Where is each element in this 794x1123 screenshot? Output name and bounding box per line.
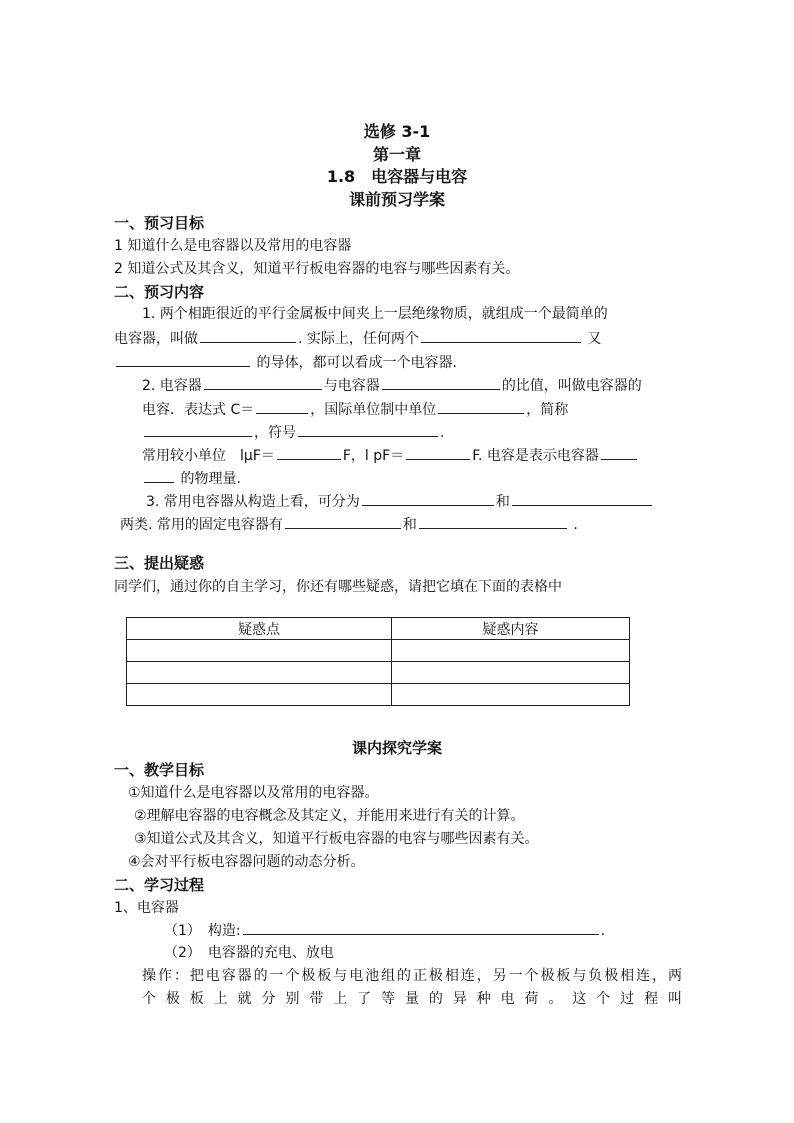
blank-field[interactable] [243,920,599,935]
blank-field[interactable] [256,399,308,414]
table-row [127,684,630,706]
process-heading: 二、学习过程 [114,876,205,894]
blank-field[interactable] [200,328,296,343]
blank-field[interactable] [298,422,438,437]
preview-goal-1: 1 知道什么是电容器以及常用的电容器 [114,238,352,254]
q3-line-1 [146,491,654,512]
blank-field[interactable] [204,375,322,390]
q1-text-b1: 电容器，叫做 [114,331,198,347]
table-cell[interactable] [127,640,392,662]
table-cell[interactable] [392,640,630,662]
q2-text-c1: ，符号 [254,425,296,441]
operation-line-2: 个极板上就分别带上了等量的异种电荷。这个过程叫 [142,991,682,1007]
q2-text-e: 的物理量. [180,471,241,487]
table-cell[interactable] [127,684,392,706]
table-row [127,662,630,684]
worksheet-title: 课前预习学案 [348,190,445,209]
q3-line-2 [120,514,578,535]
q2-text-b3: ，简称 [526,402,569,418]
q2-text-d3: F. 电容是表示电容器 [472,448,599,464]
questions-table [126,617,630,706]
q1-line-2 [114,328,682,349]
blank-field[interactable] [382,375,500,390]
table-cell[interactable] [127,662,392,684]
teaching-goal-1: ①知道什么是电容器以及常用的电容器。 [128,785,379,801]
questions-heading: 三、提出疑惑 [114,554,205,572]
q1-text-a: 1. 两个相距很近的平行金属板中间夹上一层绝缘物质，就组成一个最简单的 [142,306,608,322]
q3-text-b3: . [573,517,578,533]
blank-field[interactable] [406,445,470,460]
table-cell[interactable] [392,684,630,706]
q2-text-c2: . [440,425,445,441]
table-cell[interactable] [392,662,630,684]
structure-line [164,920,605,941]
blank-field[interactable] [421,328,581,343]
q1-text-c: 的导体，都可以看成一个电容器. [256,355,457,371]
table-header-row [127,618,630,640]
q2-text-b1: 电容．表达式 C＝ [142,402,255,418]
q3-text-a2: 和 [495,494,510,510]
q2-line-1 [142,375,642,396]
questions-intro: 同学们，通过你的自主学习，你还有哪些疑惑，请把它填在下面的表格中 [114,579,562,595]
preview-goal-2: 2 知道公式及其含义，知道平行板电容器的电容与哪些因素有关。 [114,261,520,277]
q2-text-a3: 的比值，叫做电容器的 [501,378,642,394]
q1-text-b2: . 实际上，任何两个 [298,331,419,347]
q1-line-1 [142,304,682,324]
q3-text-b1: 两类. 常用的固定电容器有 [120,517,283,533]
blank-field[interactable] [144,468,174,483]
teaching-goal-2: ②理解电容器的电容概念及其定义，并能用来进行有关的计算。 [134,808,525,824]
charge-discharge-line: （2） 电容器的充电、放电 [164,945,334,961]
q2-line-3 [142,422,444,443]
q2-text-a2: 与电容器 [323,378,380,394]
blank-field[interactable] [601,445,637,460]
preview-content-heading: 二、预习内容 [114,283,205,301]
structure-end: . [600,923,606,939]
table-row [127,640,630,662]
subsection-capacitor: 1、电容器 [114,900,179,916]
preview-goals-heading: 一、预习目标 [114,214,205,232]
q2-text-d2: F，l pF＝ [342,448,405,464]
teaching-goals-heading: 一、教学目标 [114,761,205,779]
q3-text-a1: 3. 常用电容器从构造上看，可分为 [146,494,360,510]
blank-field[interactable] [285,514,401,529]
q1-text-b3: 又 [587,331,602,347]
blank-field[interactable] [277,445,341,460]
structure-label: （1） 构造: [164,923,241,939]
q2-text-b2: ，国际单位制中单位 [310,402,437,418]
q3-text-b2: 和 [402,517,417,533]
teaching-goal-3: ③知道公式及其含义，知道平行板电容器的电容与哪些因素有关。 [134,831,539,847]
table-header-cell: 疑惑点 [127,618,392,640]
q2-line-4 [142,445,639,466]
q2-line-5 [142,468,241,489]
operation-line-1: 操作：把电容器的一个极板与电池组的正极相连，另一个极板与负极相连，两 [142,968,682,984]
blank-field[interactable] [419,514,567,529]
teaching-goal-4: ④会对平行板电容器问题的动态分析。 [128,854,365,870]
q1-line-3 [114,352,457,373]
q2-line-2 [142,399,682,420]
blank-field[interactable] [438,399,524,414]
q2-text-d1: 常用较小单位 lμF＝ [142,448,275,464]
blank-field[interactable] [116,352,250,367]
blank-field[interactable] [362,491,494,506]
q2-text-a1: 2. 电容器 [142,378,202,394]
blank-field[interactable] [512,491,652,506]
chapter-title: 第一章 [372,145,421,164]
course-title: 选修 3-1 [363,122,431,141]
blank-field[interactable] [144,422,252,437]
inclass-title: 课内探究学案 [351,739,442,757]
table-header-cell: 疑惑内容 [392,618,630,640]
section-title: 1.8 电容器与电容 [326,167,468,186]
